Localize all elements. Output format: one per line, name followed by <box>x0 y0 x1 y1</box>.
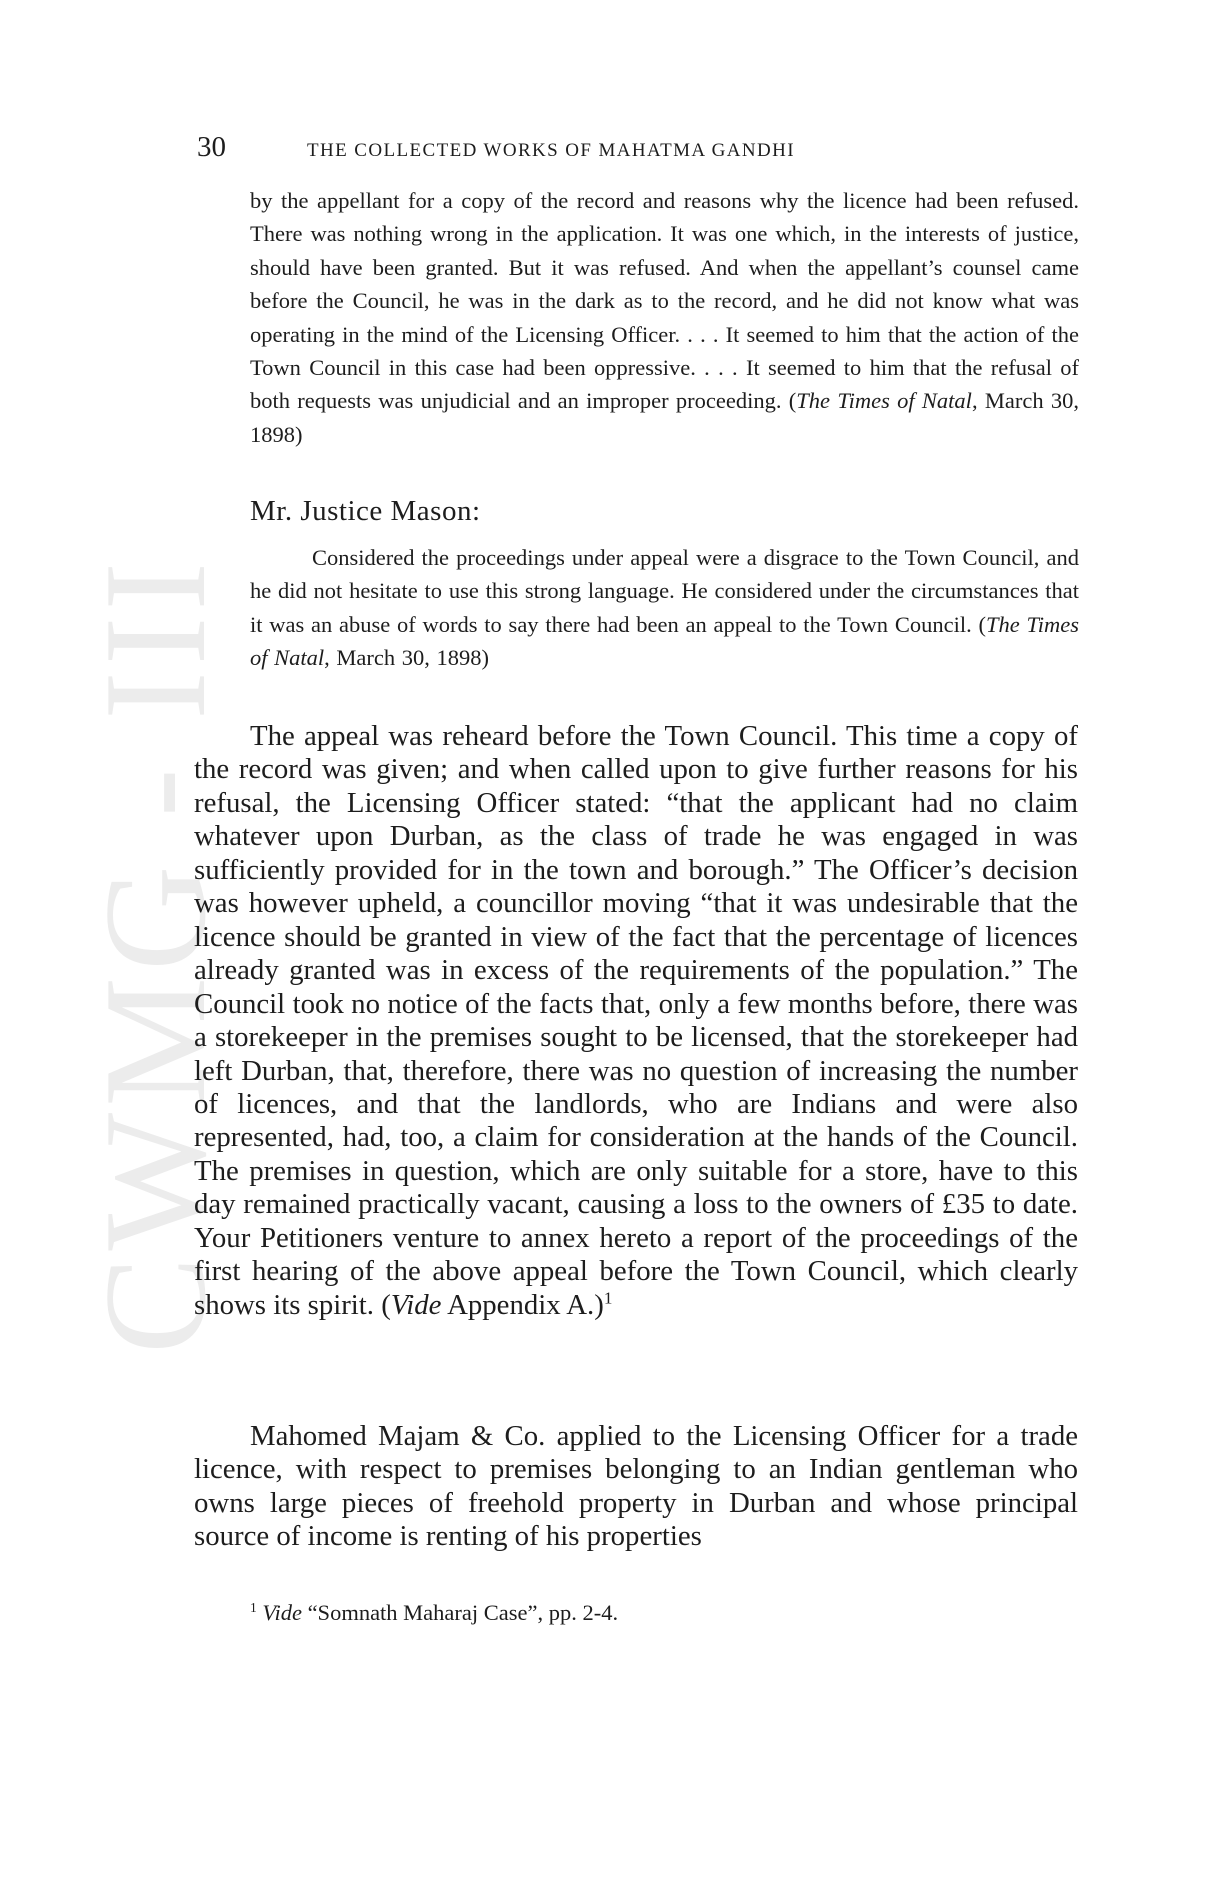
quote-2-source-date: , March 30, 1898) <box>324 645 489 671</box>
quote-1-paren: ( <box>788 388 797 414</box>
paragraph-1-text: The appeal was reheard before the Town Council. This time a copy of the record was given; and when called upon to give further reasons for his refusal, the Licensing Officer stated: “that the applicant had no claim whatever upon Durban, as the class of trade he was engaged in was sufficiently provided for in the town and borough.” The Officer’s decision was however upheld, a councillor moving “that it was undesirable that the licence should be granted in view of the fact that the percentage of licences already granted was in excess of the requirements of the population.” The Council took no notice of the facts that, only a few months before, there was a storekeeper in the premises sought to be licensed, that the storekeeper had left Durban, that, therefore, there was no question of increasing the number of licences, and that the landlords, who are Indians and were also represented, had, too, a claim for consideration at the hands of the Council. The premises in question, which are only suitable for a store, have to this day remained practically vacant, causing a loss to the owners of £35 to date. Your Petitioners venture to annex hereto a report of the proceedings of the first hearing of the above appeal before the Town Council, which clearly shows its spirit. <box>194 720 1078 1321</box>
watermark-text: CWMG - III <box>74 556 237 1354</box>
page-number: 30 <box>197 131 226 163</box>
paragraph-2-text: Mahomed Majam & Co. applied to the Licensing Officer for a trade licence, with respect to premises belonging to an Indian gentleman who owns large pieces of freehold property in Durban and whose principal source of income is renting of his properties <box>194 1420 1078 1553</box>
footnote-marker: 1 <box>250 1599 257 1615</box>
paragraph-1-ref-open: ( <box>374 1288 391 1321</box>
footnote-text: “Somnath Maharaj Case”, pp. 2-4. <box>301 1600 619 1625</box>
quote-1-text: by the appellant for a copy of the record and reasons why the licence had been refused. There was nothing wrong in the application. It was one which, in the interests of justice, should have been granted. But it was refused. And when the appellant’s counsel came before the Council, he was in the dark as to the record, and he did not know what was operating in the mind of the Licensing Officer. . . . It seemed to him that the action of the Town Council in this case had been oppressive. . . . It seemed to him that the refusal of both requests was unjudicial and an improper proceeding. <box>250 188 1079 414</box>
page-header <box>197 131 942 164</box>
quote-2-source-title: The Times of Natal <box>250 611 1079 671</box>
paragraph-1-ref-text: Appendix A.) <box>441 1288 604 1321</box>
footnote-reference-marker: 1 <box>603 1288 613 1308</box>
quote-1-source-date: , March 30, 1898) <box>250 388 1080 447</box>
footnote <box>250 1600 618 1626</box>
speaker-label: Mr. Justice Mason: <box>250 495 481 527</box>
body-paragraph-2 <box>194 1420 1078 1554</box>
quote-block-2 <box>250 541 1079 675</box>
paragraph-1-ref-vide: Vide <box>390 1288 442 1321</box>
quote-1-source-title: The Times of Natal <box>796 388 972 414</box>
quote-2-text: Considered the proceedings under appeal were a disgrace to the Town Council, and he did not hesitate to use this strong language. He considered under the circumstances that it was an abuse of words to say there had been an appeal to the Town Council. <box>250 545 1079 637</box>
quote-block-1 <box>250 184 1079 451</box>
running-title: THE COLLECTED WORKS OF MAHATMA GANDHI <box>307 140 795 161</box>
quote-2-paren: ( <box>978 611 986 637</box>
footnote-vide: Vide <box>262 1600 302 1625</box>
body-paragraph-1 <box>194 720 1078 1322</box>
